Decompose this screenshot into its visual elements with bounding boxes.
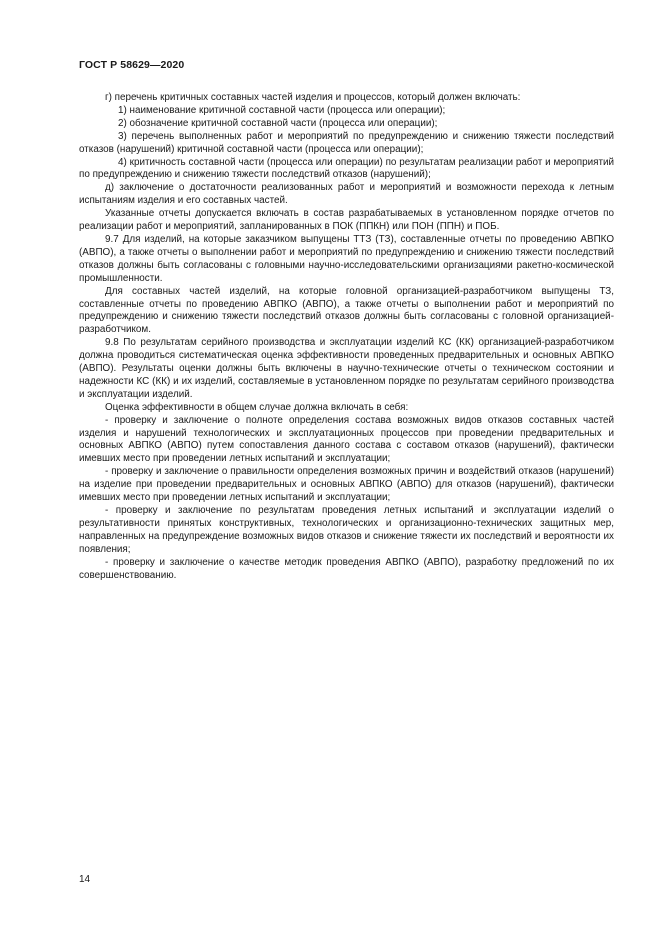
- paragraph-item-d: д) заключение о достаточности реализованных работ и мероприятий и возможности перехода к летным испытаниям изделия и его составных частей.: [79, 182, 614, 207]
- paragraph-evaluation-intro: Оценка эффективности в общем случае должна включать в себя:: [105, 401, 409, 413]
- list-item-completeness-check: - проверку и заключение о полноте определения состава возможных видов отказов составных частей изделия и нарушений технологических и эксплуатационных процессов при проведении предварительных и основных АВПКО (АВПО) путем сопоставления данного состава с составом отказов (нарушений), фактически имевших место при проведении летных испытаний и эксплуатации;: [79, 414, 614, 465]
- paragraph-components-reports: Для составных частей изделий, на которые головной организацией-разработчиком выпущены ТЗ, составленные отчеты по проведению АВПКО (АВПО), а также отчеты о выполнении работ и мероприятий по предупреждению и снижению тяжести последствий отказов должны быть согласованы с головной организацией-разработчиком.: [79, 285, 614, 336]
- paragraph-reports-note: Указанные отчеты допускается включать в состав разрабатываемых в установленном порядке отчетов по реализации работ и мероприятий, запланированных в ПОК (ППКН) или ПОН (ППН) и ПОБ.: [79, 208, 614, 233]
- paragraph-9-7: 9.7 Для изделий, на которые заказчиком выпущены ТТЗ (ТЗ), составленные отчеты по проведению АВПКО (АВПО), а также отчеты о выполнении работ и мероприятий по предупреждению и снижению тяжести последствий отказов должны быть согласованы с головными научно-исследовательскими организациями ракетно-космической промышленности.: [79, 233, 614, 284]
- document-code-header: ГОСТ Р 58629—2020: [79, 59, 185, 71]
- list-item-methods-quality-check: - проверку и заключение о качестве методик проведения АВПКО (АВПО), разработку предложений по их совершенствованию.: [79, 556, 614, 581]
- document-body: [79, 92, 614, 582]
- page-number: 14: [79, 874, 91, 885]
- paragraph-subitem-2: 2) обозначение критичной составной части (процесса или операции);: [118, 117, 438, 129]
- paragraph-subitem-3: 3) перечень выполненных работ и мероприятий по предупреждению и снижению тяжести последствий отказов (нарушений) критичной составной части (процесса или операции);: [79, 130, 614, 155]
- paragraph-9-8: 9.8 По результатам серийного производства и эксплуатации изделий КС (КК) организацией-разработчиком должна проводиться систематическая оценка эффективности проведенных предварительных и основных АВПКО (АВПО). Результаты оценки должны быть включены в научно-технические отчеты о техническом состоянии и надежности КС (КК) и их изделий, составляемые в установленном порядке по результатам серийного производства и эксплуатации изделий.: [79, 337, 614, 400]
- paragraph-item-g: г) перечень критичных составных частей изделия и процессов, который должен включать:: [105, 92, 521, 103]
- list-item-correctness-check: - проверку и заключение о правильности определения возможных причин и воздействий отказов (нарушений) на изделие при проведении предварительных и основных АВПКО (АВПО) для отказов (нарушений), фактически имевших место при проведении летных испытаний и эксплуатации;: [79, 466, 614, 504]
- paragraph-subitem-1: 1) наименование критичной составной части (процесса или операции);: [118, 104, 446, 116]
- list-item-effectiveness-check: - проверку и заключение по результатам проведения летных испытаний и эксплуатации изделий о результативности принятых конструктивных, технологических и организационно-технических защитных мер, направленных на предупреждение возможных видов отказов и снижение тяжести их последствий и вероятности их появления;: [79, 505, 614, 555]
- paragraph-subitem-4: 4) критичность составной части (процесса или операции) по результатам реализации работ и мероприятий по предупреждению и снижению тяжести последствий отказов (нарушений);: [79, 156, 614, 181]
